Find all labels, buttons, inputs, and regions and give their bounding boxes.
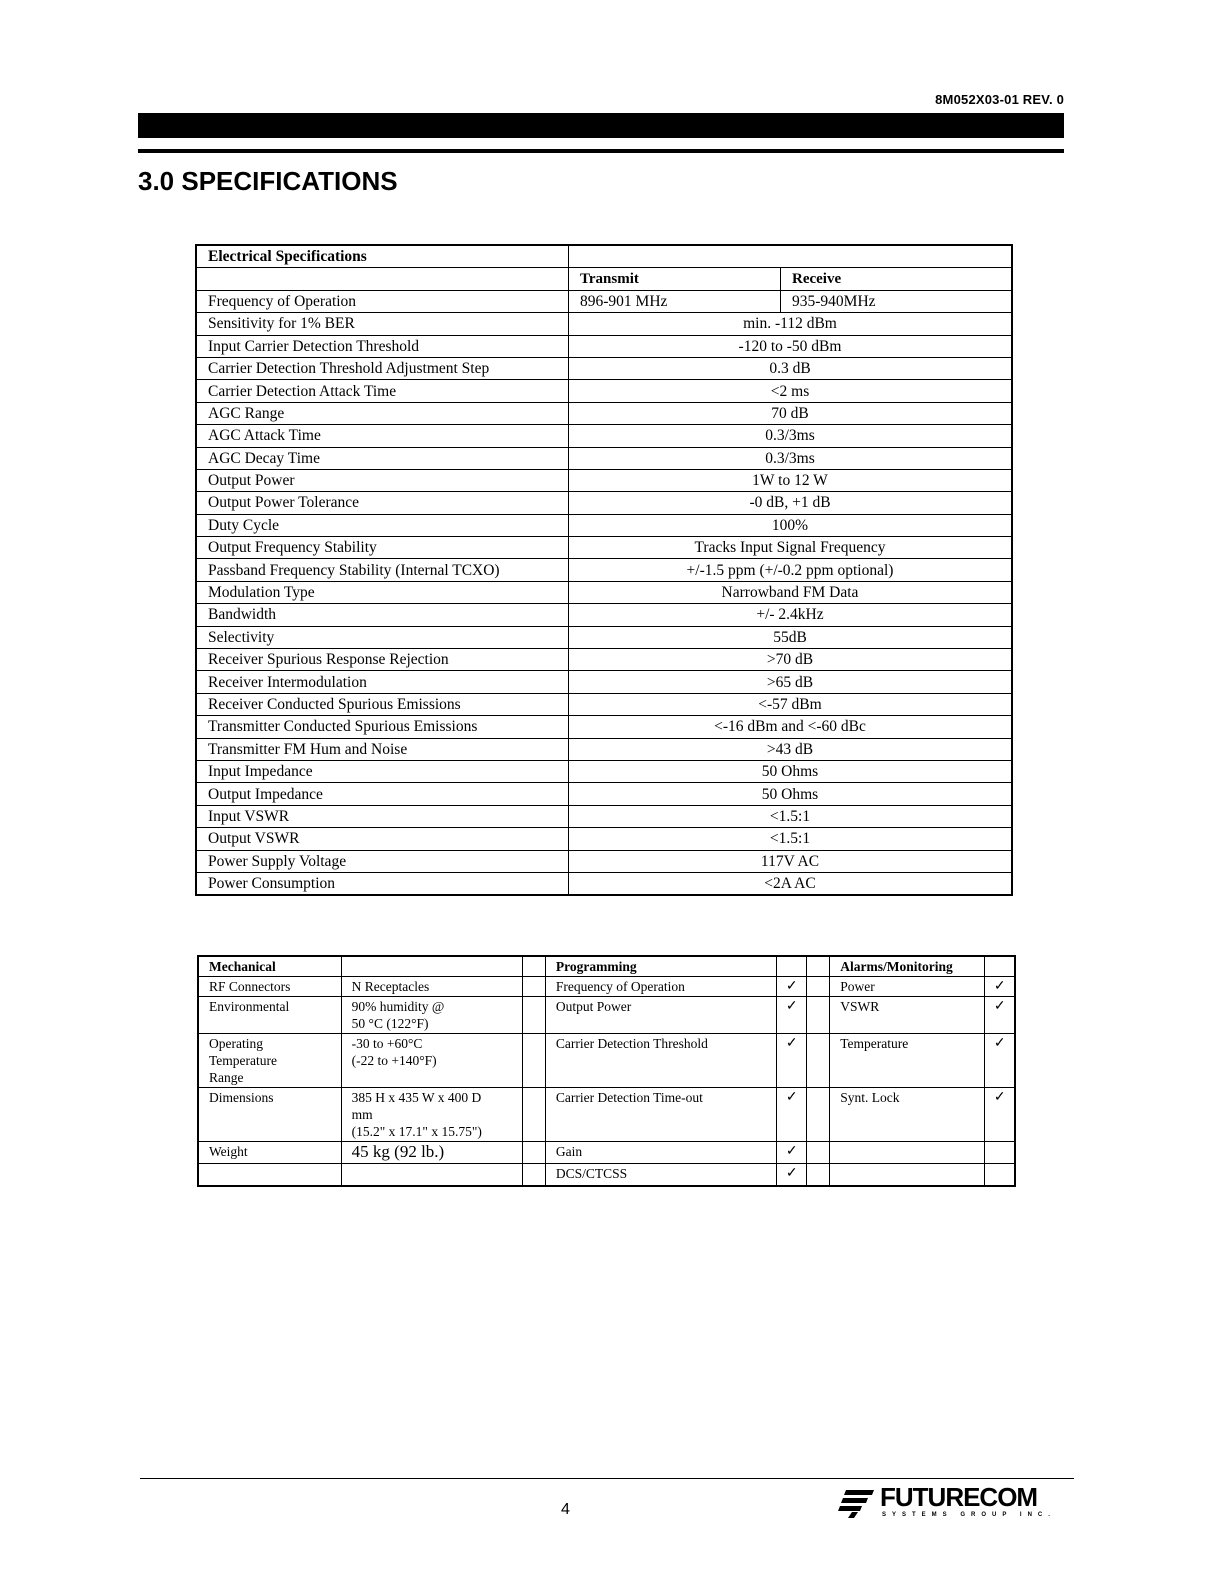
spec-label: Carrier Detection Attack Time xyxy=(196,380,569,402)
spec-label: Transmitter Conducted Spurious Emissions xyxy=(196,716,569,738)
header-rule xyxy=(138,149,1064,153)
table-row xyxy=(196,581,1012,603)
alarm-label xyxy=(830,1164,985,1186)
table-row xyxy=(196,738,1012,760)
table-row xyxy=(196,760,1012,782)
spec-value: Narrowband FM Data xyxy=(569,581,1013,603)
table-row xyxy=(196,626,1012,648)
table-row xyxy=(196,447,1012,469)
programming-label: Carrier Detection Time-out xyxy=(545,1088,776,1142)
spec-value: 100% xyxy=(569,514,1013,536)
spec-label: Input Carrier Detection Threshold xyxy=(196,335,569,357)
programming-header: Programming xyxy=(545,956,776,977)
spec-value: <2A AC xyxy=(569,872,1013,895)
mechanical-label: Environmental xyxy=(198,997,341,1034)
mechanical-value: 90% humidity @ 50 °C (122°F) xyxy=(341,997,522,1034)
column-header-row xyxy=(196,268,1012,290)
spec-label: Receiver Spurious Response Rejection xyxy=(196,649,569,671)
spec-label: Sensitivity for 1% BER xyxy=(196,313,569,335)
mechanical-header: Mechanical xyxy=(198,956,341,977)
programming-label: Frequency of Operation xyxy=(545,977,776,997)
table-row xyxy=(196,290,1012,312)
mechanical-label: Operating Temperature Range xyxy=(198,1034,341,1088)
alarm-label xyxy=(830,1142,985,1164)
document-id: 8M052X03-01 REV. 0 xyxy=(935,92,1064,107)
alarm-label: Temperature xyxy=(830,1034,985,1088)
table-row xyxy=(196,828,1012,850)
page-number: 4 xyxy=(561,1501,570,1518)
logo-tagline: SYSTEMS GROUP INC. xyxy=(882,1512,1056,1518)
table-row xyxy=(196,514,1012,536)
spec-value: 0.3/3ms xyxy=(569,425,1013,447)
spec-value: 0.3/3ms xyxy=(569,447,1013,469)
spec-label: Output VSWR xyxy=(196,828,569,850)
blank-cell xyxy=(522,1142,545,1164)
spec-label: Output Impedance xyxy=(196,783,569,805)
table-row xyxy=(198,1034,1015,1088)
electrical-specifications-table xyxy=(195,244,1013,896)
blank-cell xyxy=(807,1142,830,1164)
table-row xyxy=(196,604,1012,626)
table-row xyxy=(196,357,1012,379)
mechanical-value: N Receptacles xyxy=(341,977,522,997)
spec-label: AGC Decay Time xyxy=(196,447,569,469)
spec-value: -120 to -50 dBm xyxy=(569,335,1013,357)
table-row xyxy=(198,997,1015,1034)
table-row xyxy=(196,716,1012,738)
mechanical-header-row xyxy=(198,956,1015,977)
spec-value: +/-1.5 ppm (+/-0.2 ppm optional) xyxy=(569,559,1013,581)
alarm-label: VSWR xyxy=(830,997,985,1034)
spec-label: Input VSWR xyxy=(196,805,569,827)
spec-value: 0.3 dB xyxy=(569,357,1013,379)
table-row xyxy=(196,402,1012,424)
spec-label: Receiver Intermodulation xyxy=(196,671,569,693)
spec-value: <-57 dBm xyxy=(569,693,1013,715)
table-row xyxy=(196,805,1012,827)
spec-label: Passband Frequency Stability (Internal TCXO) xyxy=(196,559,569,581)
table-row xyxy=(196,850,1012,872)
spec-label: Frequency of Operation xyxy=(196,290,569,312)
table-row xyxy=(196,671,1012,693)
spec-value: -0 dB, +1 dB xyxy=(569,492,1013,514)
table-row xyxy=(196,649,1012,671)
blank-cell xyxy=(522,977,545,997)
blank-cell xyxy=(807,1034,830,1088)
table-row xyxy=(196,492,1012,514)
spec-value: <1.5:1 xyxy=(569,828,1013,850)
mechanical-programming-alarms-table xyxy=(197,955,1016,1187)
check-icon: ✓ xyxy=(777,1164,807,1186)
header-bar xyxy=(138,113,1064,138)
programming-label: Gain xyxy=(545,1142,776,1164)
blank-cell xyxy=(522,1164,545,1186)
table-row xyxy=(196,693,1012,715)
table-row xyxy=(196,425,1012,447)
blank-cell xyxy=(807,1088,830,1142)
check-icon: ✓ xyxy=(985,1034,1015,1088)
receive-header: Receive xyxy=(781,268,1013,290)
mechanical-label: Dimensions xyxy=(198,1088,341,1142)
table-row xyxy=(196,313,1012,335)
table-row xyxy=(198,1164,1015,1186)
table-title-row xyxy=(196,245,1012,268)
transmit-frequency: 896-901 MHz xyxy=(569,290,781,312)
spec-label: Power Consumption xyxy=(196,872,569,895)
spec-label: Input Impedance xyxy=(196,760,569,782)
blank-cell xyxy=(522,956,545,977)
transmit-header: Transmit xyxy=(569,268,781,290)
blank-cell xyxy=(807,1164,830,1186)
check-icon: ✓ xyxy=(985,997,1015,1034)
spec-label: AGC Attack Time xyxy=(196,425,569,447)
spec-label: AGC Range xyxy=(196,402,569,424)
check-icon: ✓ xyxy=(777,1034,807,1088)
table-row xyxy=(196,380,1012,402)
programming-label: Output Power xyxy=(545,997,776,1034)
blank-cell xyxy=(807,977,830,997)
spec-value: 50 Ohms xyxy=(569,783,1013,805)
spec-label: Receiver Conducted Spurious Emissions xyxy=(196,693,569,715)
spec-label: Modulation Type xyxy=(196,581,569,603)
blank-cell xyxy=(569,245,1013,268)
blank-cell xyxy=(522,1034,545,1088)
blank-cell xyxy=(985,956,1015,977)
blank-cell xyxy=(522,1088,545,1142)
spec-value: 1W to 12 W xyxy=(569,469,1013,491)
table-row xyxy=(198,977,1015,997)
spec-label: Carrier Detection Threshold Adjustment Step xyxy=(196,357,569,379)
futurecom-logo xyxy=(838,1482,1058,1522)
spec-label: Selectivity xyxy=(196,626,569,648)
receive-frequency: 935-940MHz xyxy=(781,290,1013,312)
programming-label: DCS/CTCSS xyxy=(545,1164,776,1186)
blank-cell xyxy=(807,956,830,977)
spec-value: <-16 dBm and <-60 dBc xyxy=(569,716,1013,738)
logo-name: FUTURECOM xyxy=(880,1482,1038,1512)
spec-value: Tracks Input Signal Frequency xyxy=(569,537,1013,559)
blank-cell xyxy=(522,997,545,1034)
spec-value: >70 dB xyxy=(569,649,1013,671)
spec-value: >65 dB xyxy=(569,671,1013,693)
spec-label: Output Frequency Stability xyxy=(196,537,569,559)
spec-value: 55dB xyxy=(569,626,1013,648)
spec-label: Duty Cycle xyxy=(196,514,569,536)
programming-label: Carrier Detection Threshold xyxy=(545,1034,776,1088)
check-icon: ✓ xyxy=(777,1142,807,1164)
check-icon: ✓ xyxy=(777,1088,807,1142)
section-title: 3.0 SPECIFICATIONS xyxy=(138,166,398,196)
mechanical-value xyxy=(341,1164,522,1186)
spec-value: 50 Ohms xyxy=(569,760,1013,782)
table-row xyxy=(196,872,1012,895)
spec-value: >43 dB xyxy=(569,738,1013,760)
spec-label: Power Supply Voltage xyxy=(196,850,569,872)
table-row xyxy=(196,783,1012,805)
blank-cell xyxy=(341,956,522,977)
blank-cell xyxy=(807,997,830,1034)
spec-label: Bandwidth xyxy=(196,604,569,626)
blank-cell xyxy=(777,956,807,977)
spec-value: <1.5:1 xyxy=(569,805,1013,827)
spec-label: Transmitter FM Hum and Noise xyxy=(196,738,569,760)
spec-value: 70 dB xyxy=(569,402,1013,424)
mechanical-label: RF Connectors xyxy=(198,977,341,997)
spec-value: min. -112 dBm xyxy=(569,313,1013,335)
mechanical-value: 45 kg (92 lb.) xyxy=(341,1142,522,1164)
check-icon: ✓ xyxy=(777,977,807,997)
check-icon: ✓ xyxy=(777,997,807,1034)
mechanical-value: -30 to +60°C (-22 to +140°F) xyxy=(341,1034,522,1088)
table-row xyxy=(196,469,1012,491)
table-row xyxy=(196,335,1012,357)
check-icon: ✓ xyxy=(985,1088,1015,1142)
mechanical-label xyxy=(198,1164,341,1186)
table-row xyxy=(196,537,1012,559)
alarm-label: Power xyxy=(830,977,985,997)
logo-mark-icon xyxy=(838,1486,876,1518)
mechanical-label: Weight xyxy=(198,1142,341,1164)
alarm-label: Synt. Lock xyxy=(830,1088,985,1142)
check-icon: ✓ xyxy=(985,977,1015,997)
mechanical-value: 385 H x 435 W x 400 D mm (15.2" x 17.1" x 15.75") xyxy=(341,1088,522,1142)
blank-cell xyxy=(196,268,569,290)
table-title: Electrical Specifications xyxy=(196,245,569,268)
spec-value: 117V AC xyxy=(569,850,1013,872)
table-row xyxy=(198,1088,1015,1142)
spec-label: Output Power Tolerance xyxy=(196,492,569,514)
blank-cell xyxy=(985,1164,1015,1186)
blank-cell xyxy=(985,1142,1015,1164)
spec-label: Output Power xyxy=(196,469,569,491)
spec-value: +/- 2.4kHz xyxy=(569,604,1013,626)
table-row xyxy=(198,1142,1015,1164)
footer-rule xyxy=(140,1478,1074,1479)
table-row xyxy=(196,559,1012,581)
spec-value: <2 ms xyxy=(569,380,1013,402)
alarms-header: Alarms/Monitoring xyxy=(830,956,985,977)
